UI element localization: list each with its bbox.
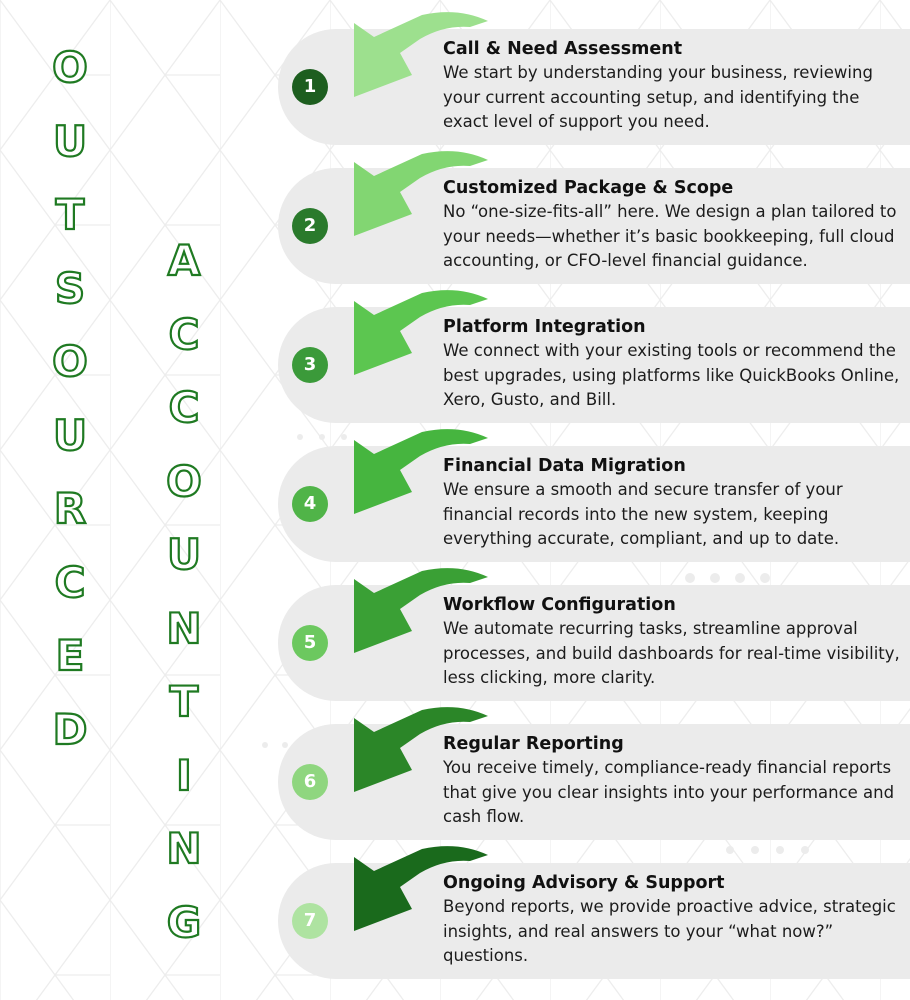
heading-letter: N [166, 603, 202, 653]
heading-letter: U [52, 116, 88, 166]
heading-letter: T [55, 190, 85, 239]
step-description: We connect with your existing tools or recommend the best upgrades, using platforms like QuickBooks Online, Xero, Gusto, and Bill. [443, 341, 900, 409]
heading-letter: A [167, 236, 201, 285]
step-number-badge: 1 [292, 69, 328, 105]
heading-letter: R [53, 484, 87, 533]
heading-letter: C [168, 309, 200, 359]
step-number-badge: 6 [292, 764, 328, 800]
step-1 [278, 29, 910, 145]
step-2 [278, 168, 910, 284]
step-description: No “one-size-fits-all” here. We design a plan tailored to your needs—whether it’s basic bookkeeping, full cloud accounting, or CFO-level financial guidance. [443, 202, 897, 270]
heading-letter: D [52, 704, 88, 754]
heading-letter: U [166, 530, 202, 579]
step-6 [278, 724, 910, 840]
step-4 [278, 446, 910, 562]
heading-letter: U [52, 410, 88, 460]
step-description: We automate recurring tasks, streamline approval processes, and build dashboards for real-time visibility, less clicking, more clarity. [443, 619, 900, 687]
step-number-badge: 3 [292, 347, 328, 383]
heading-letter: G [166, 897, 202, 947]
step-title: Financial Data Migration [443, 456, 686, 476]
step-title: Workflow Configuration [443, 595, 676, 615]
heading-letter: E [55, 631, 85, 680]
step-5 [278, 585, 910, 701]
step-number-badge: 2 [292, 208, 328, 244]
step-title: Platform Integration [443, 317, 646, 337]
heading-letter: S [54, 263, 86, 313]
step-title: Call & Need Assessment [443, 39, 683, 59]
heading-letter: N [166, 824, 202, 873]
step-description: We start by understanding your business, reviewing your current accounting setup, and identifying the exact level of support you need. [443, 63, 873, 131]
step-title: Customized Package & Scope [443, 178, 734, 198]
heading-letter: O [52, 43, 88, 92]
step-description: You receive timely, compliance-ready financial reports that give you clear insights into your performance and cash flow. [443, 758, 895, 826]
step-7 [278, 863, 910, 979]
heading-letter: C [54, 557, 86, 607]
step-number-badge: 7 [292, 903, 328, 939]
heading-letter: I [176, 750, 192, 800]
step-description: We ensure a smooth and secure transfer of your financial records into the new system, keeping everything accurate, compliant, and up to date. [443, 480, 843, 548]
heading-letter: T [169, 677, 199, 726]
step-number-badge: 5 [292, 625, 328, 661]
heading-letter: O [52, 337, 88, 386]
step-description: Beyond reports, we provide proactive advice, strategic insights, and real answers to your “what now?” questions. [443, 897, 896, 965]
step-3 [278, 307, 910, 423]
step-title: Regular Reporting [443, 734, 624, 754]
step-title: Ongoing Advisory & Support [443, 873, 725, 893]
heading-letter: C [168, 383, 200, 432]
heading-letter: O [166, 456, 202, 506]
step-number-badge: 4 [292, 486, 328, 522]
